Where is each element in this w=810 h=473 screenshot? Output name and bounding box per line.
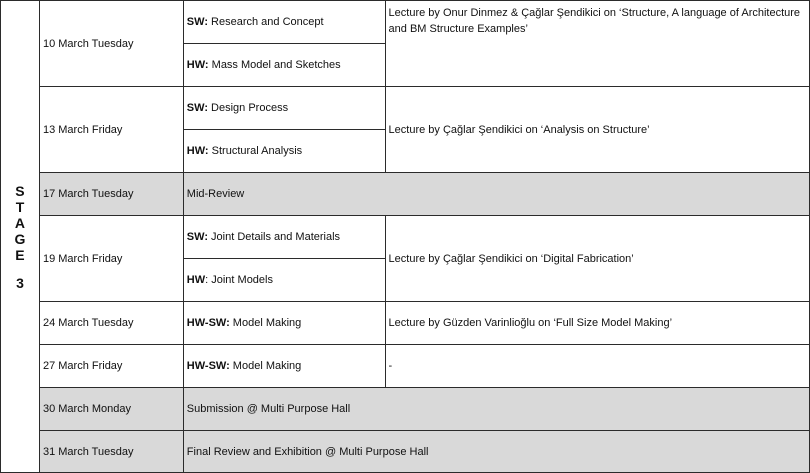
task-cell: [183, 1, 385, 44]
date-cell: 17 March Tuesday: [39, 173, 183, 216]
task-tag: SW:: [186, 231, 208, 243]
stage-letter: T: [15, 198, 25, 215]
event-cell: Mid-Review: [183, 173, 809, 216]
date-cell: 24 March Tuesday: [39, 302, 183, 345]
schedule-row: [1, 216, 810, 259]
schedule-row: [1, 388, 810, 431]
task-tag: SW:: [186, 16, 208, 28]
lecture-cell: Lecture by Onur Dinmez & Çağlar Şendikici on ‘Structure, A language of Architecture and BM Structure Examples’: [385, 1, 809, 87]
task-cell: [183, 259, 385, 302]
task-tag: HW-SW:: [186, 360, 230, 372]
stage-number: 3: [16, 274, 24, 291]
task-cell: [183, 302, 385, 345]
event-cell: Submission @ Multi Purpose Hall: [183, 388, 809, 431]
task-tag: HW:: [186, 59, 209, 71]
task-text: Structural Analysis: [208, 145, 303, 157]
stage-label: [1, 1, 40, 473]
schedule-row: [1, 1, 810, 44]
date-cell: 27 March Friday: [39, 345, 183, 388]
task-tag: HW-SW:: [186, 317, 230, 329]
stage-letters: [15, 183, 26, 291]
schedule-row: [1, 345, 810, 388]
task-text: Model Making: [229, 360, 302, 372]
date-cell: 30 March Monday: [39, 388, 183, 431]
task-tag: HW:: [186, 145, 209, 157]
lecture-cell: Lecture by Çağlar Şendikici on ‘Analysis on Structure’: [385, 87, 809, 173]
schedule-row: [1, 431, 810, 473]
event-cell: Final Review and Exhibition @ Multi Purpose Hall: [183, 431, 809, 473]
stage-letter: E: [15, 246, 25, 263]
stage-letter: G: [14, 230, 26, 247]
date-cell: 31 March Tuesday: [39, 431, 183, 473]
task-text: Joint Details and Materials: [207, 231, 341, 243]
lecture-cell: Lecture by Çağlar Şendikici on ‘Digital Fabrication’: [385, 216, 809, 302]
task-cell: [183, 216, 385, 259]
schedule-row: [1, 173, 810, 216]
task-tag: SW:: [186, 102, 208, 114]
schedule-row: [1, 302, 810, 345]
lecture-cell: -: [385, 345, 809, 388]
task-text: Design Process: [207, 102, 289, 114]
date-cell: 10 March Tuesday: [39, 1, 183, 87]
date-cell: 13 March Friday: [39, 87, 183, 173]
stage-letter: A: [14, 214, 26, 231]
schedule-row: [1, 87, 810, 130]
task-text: Research and Concept: [207, 16, 324, 28]
task-tag: HW: [186, 274, 206, 286]
date-cell: 19 March Friday: [39, 216, 183, 302]
lecture-cell: Lecture by Güzden Varinlioğlu on ‘Full Size Model Making’: [385, 302, 809, 345]
task-text: : Joint Models: [205, 274, 273, 286]
stage-letter: S: [15, 182, 25, 199]
task-cell: [183, 44, 385, 87]
task-cell: [183, 345, 385, 388]
task-cell: [183, 130, 385, 173]
task-text: Model Making: [229, 317, 302, 329]
task-cell: [183, 87, 385, 130]
task-text: Mass Model and Sketches: [208, 59, 341, 71]
